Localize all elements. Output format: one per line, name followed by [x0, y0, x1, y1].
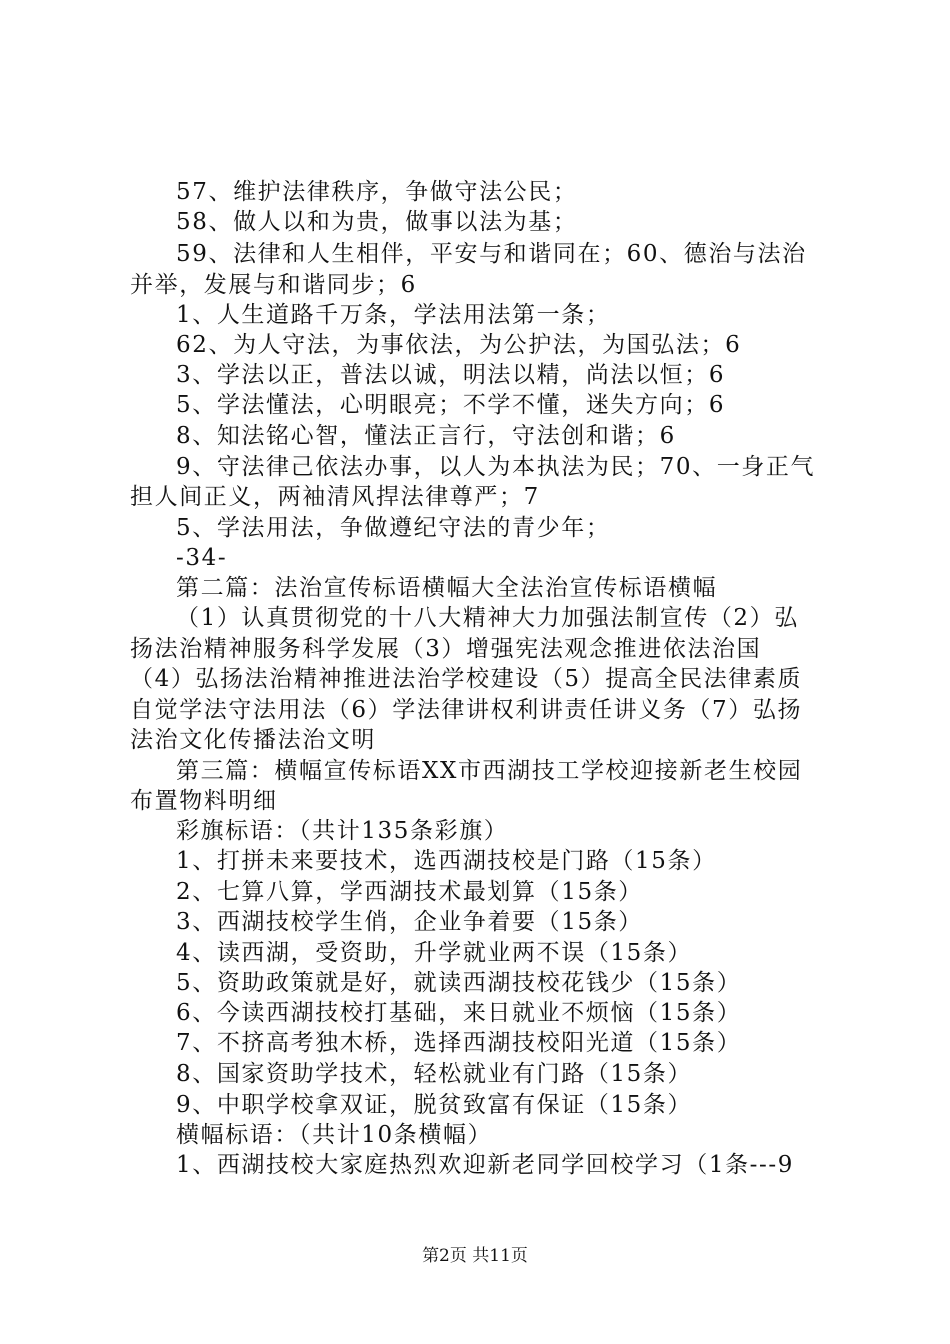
text-line: -34- [176, 545, 228, 571]
text-line: 布置物料明细 [130, 788, 278, 814]
text-line: 5、学法用法，争做遵纪守法的青少年； [176, 515, 611, 541]
list-item: 7、不挤高考独木桥，选择西湖技校阳光道（15条） [176, 1030, 742, 1056]
text-line: 扬法治精神服务科学发展（3）增强宪法观念推进依法治国 [130, 636, 762, 662]
list-item: 4、读西湖，受资助，升学就业两不误（15条） [176, 940, 693, 966]
text-line: 9、守法律己依法办事，以人为本执法为民；70、一身正气 [176, 454, 816, 480]
section-heading: 第二篇：法治宣传标语横幅大全法治宣传标语横幅 [176, 575, 718, 601]
list-item: 2、七算八算，学西湖技术最划算（15条） [176, 879, 643, 905]
text-line: 彩旗标语：（共计135条彩旗） [176, 818, 509, 844]
text-line: 57、维护法律秩序，争做守法公民； [176, 179, 578, 205]
list-item: 1、西湖技校大家庭热烈欢迎新老同学回校学习（1条---9 [176, 1152, 795, 1178]
text-line: （4）弘扬法治精神推进法治学校建设（5）提高全民法律素质 [130, 666, 803, 692]
text-line: 1、人生道路千万条，学法用法第一条； [176, 302, 611, 328]
text-line: 8、知法铭心智，懂法正言行，守法创和谐；6 [176, 423, 676, 449]
text-line: （1）认真贯彻党的十八大精神大力加强法制宣传（2）弘 [176, 605, 799, 631]
text-line: 法治文化传播法治文明 [130, 727, 376, 753]
text-line: 并举，发展与和谐同步；6 [130, 272, 417, 298]
text-line: 3、学法以正，普法以诚，明法以精，尚法以恒；6 [176, 362, 726, 388]
list-item: 8、国家资助学技术，轻松就业有门路（15条） [176, 1061, 693, 1087]
list-item: 5、资助政策就是好，就读西湖技校花钱少（15条） [176, 970, 742, 996]
page-number-footer: 第2页 共11页 [422, 1246, 528, 1266]
list-item: 6、今读西湖技校打基础，来日就业不烦恼（15条） [176, 1000, 742, 1026]
text-line: 横幅标语：（共计10条横幅） [176, 1122, 493, 1148]
list-item: 3、西湖技校学生俏，企业争着要（15条） [176, 909, 643, 935]
text-line: 62、为人守法，为事依法，为公护法，为国弘法；6 [176, 332, 742, 358]
text-line: 担人间正义，两袖清风捍法律尊严；7 [130, 484, 540, 510]
list-item: 9、中职学校拿双证，脱贫致富有保证（15条） [176, 1092, 693, 1118]
list-item: 1、打拼未来要技术，选西湖技校是门路（15条） [176, 848, 717, 874]
section-heading: 第三篇：横幅宣传标语XX市西湖技工学校迎接新老生校园 [176, 758, 803, 784]
text-line: 自觉学法守法用法（6）学法律讲权利讲责任讲义务（7）弘扬 [130, 697, 803, 723]
text-line: 58、做人以和为贵，做事以法为基； [176, 209, 578, 235]
text-line: 5、学法懂法，心明眼亮；不学不懂，迷失方向；6 [176, 392, 726, 418]
text-line: 59、法律和人生相伴，平安与和谐同在；60、德治与法治 [176, 241, 807, 267]
